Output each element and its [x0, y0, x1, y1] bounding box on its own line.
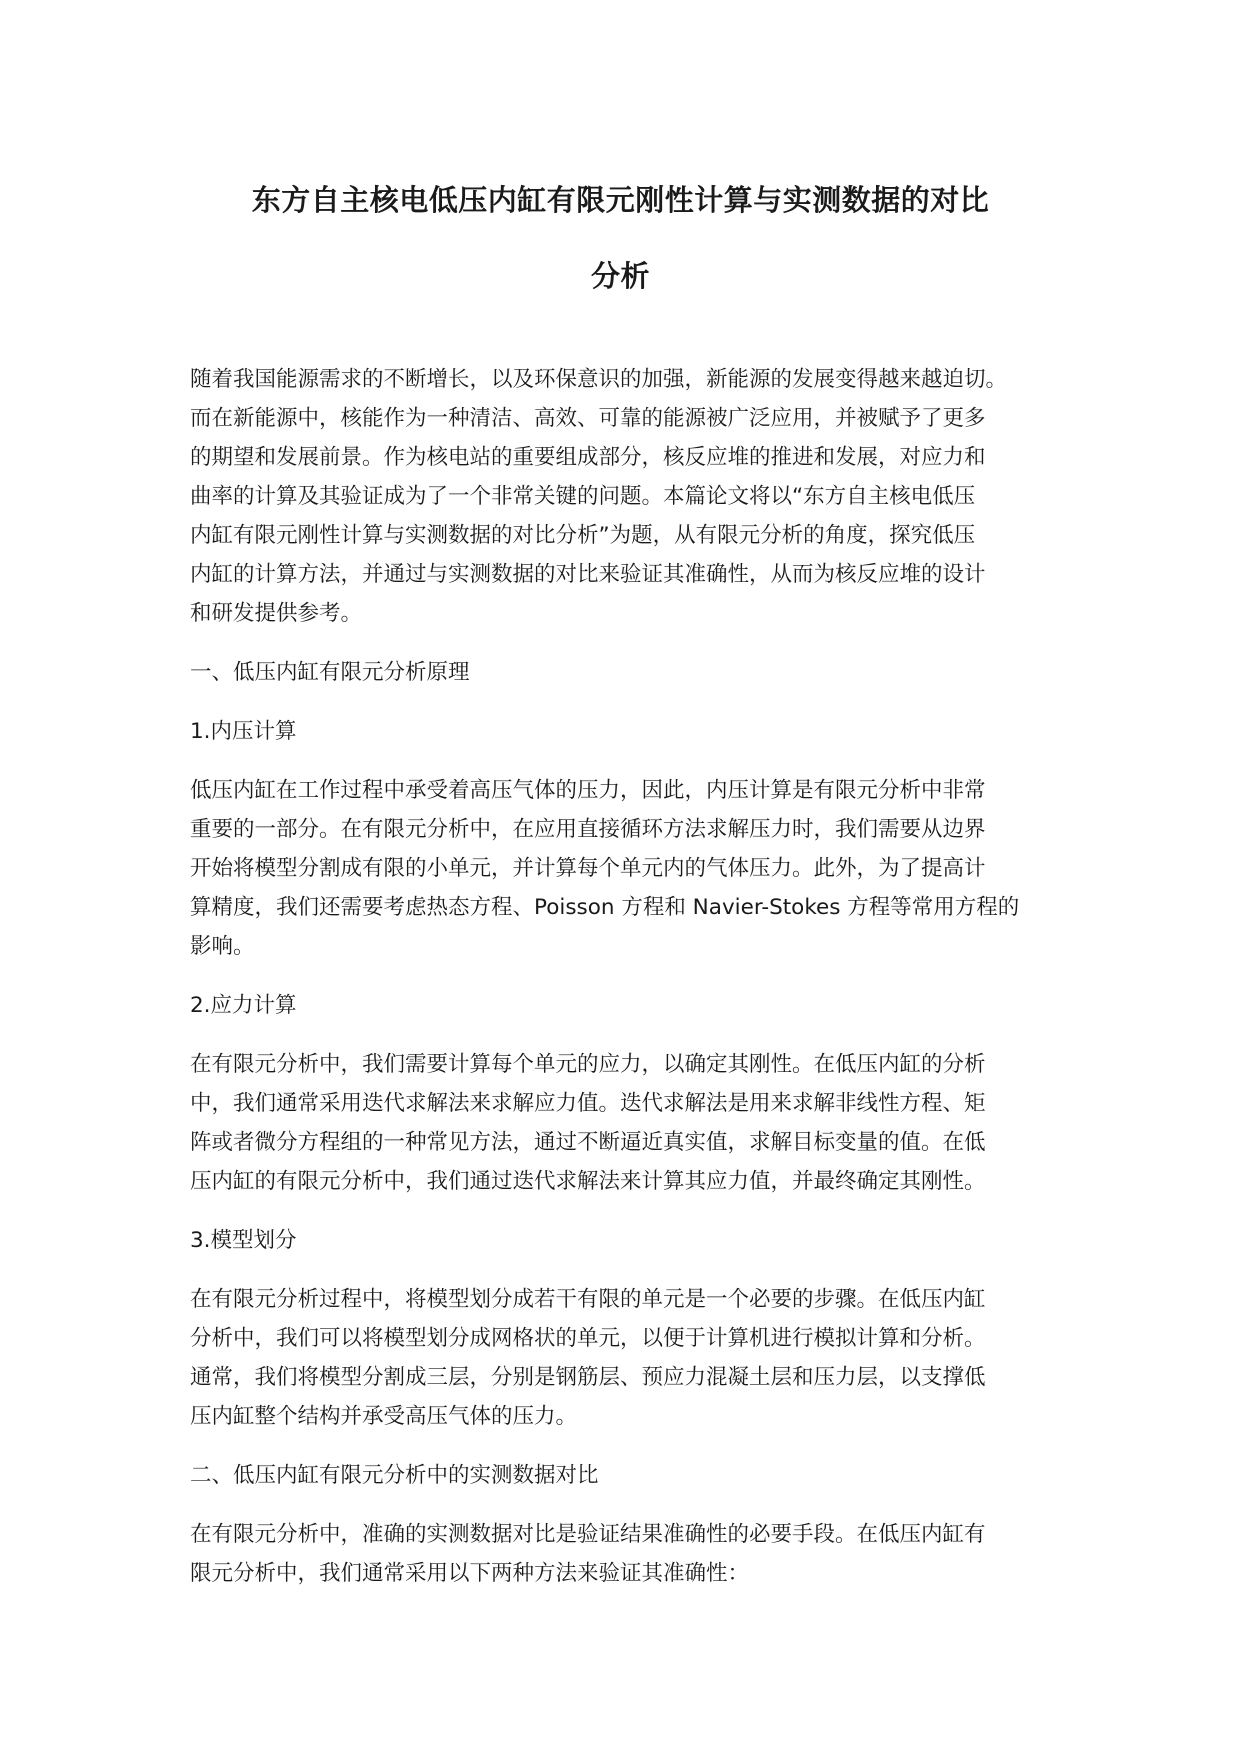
text-line: 的期望和发展前景。作为核电站的重要组成部分，核反应堆的推进和发展，对应力和	[190, 445, 986, 470]
paragraph	[190, 1515, 1070, 1593]
text-line: 和研发提供参考。	[190, 601, 363, 626]
text-line: 开始将模型分割成有限的小单元，并计算每个单元内的气体压力。此外，为了提高计	[190, 856, 986, 881]
text-line: 2.应力计算	[190, 993, 297, 1018]
text-line: 中，我们通常采用迭代求解法来求解应力值。迭代求解法是用来求解非线性方程、矩	[190, 1091, 986, 1116]
text-line: 阵或者微分方程组的一种常见方法，通过不断逼近真实值，求解目标变量的值。在低	[190, 1130, 986, 1155]
paragraph	[190, 1280, 1070, 1436]
document-body	[190, 360, 1070, 1593]
paragraph-gap	[190, 1495, 1070, 1515]
text-line: 内缸的计算方法，并通过与实测数据的对比来验证其准确性，从而为核反应堆的设计	[190, 562, 986, 587]
section-heading	[190, 653, 1070, 692]
paragraph	[190, 360, 1070, 633]
text-line: 二、低压内缸有限元分析中的实测数据对比	[190, 1463, 599, 1488]
text-line: 通常，我们将模型分割成三层，分别是钢筋层、预应力混凝土层和压力层，以支撑低	[190, 1365, 986, 1390]
paragraph-gap	[190, 751, 1070, 771]
paragraph	[190, 1045, 1070, 1201]
text-line: 在有限元分析过程中，将模型划分成若干有限的单元是一个必要的步骤。在低压内缸	[190, 1287, 986, 1312]
text-line: 限元分析中，我们通常采用以下两种方法来验证其准确性：	[190, 1561, 750, 1586]
text-line: 影响。	[190, 934, 255, 959]
section-heading	[190, 1221, 1070, 1260]
text-line: 在有限元分析中，我们需要计算每个单元的应力，以确定其刚性。在低压内缸的分析	[190, 1052, 986, 1077]
paragraph-gap	[190, 1436, 1070, 1456]
section-heading	[190, 1456, 1070, 1495]
text-line: 一、低压内缸有限元分析原理	[190, 660, 470, 685]
text-line: 算精度，我们还需要考虑热态方程、Poisson 方程和 Navier-Stokes 方程等常用方程的	[190, 895, 1020, 920]
text-line: 低压内缸在工作过程中承受着高压气体的压力，因此，内压计算是有限元分析中非常	[190, 778, 986, 803]
text-line: 压内缸的有限元分析中，我们通过迭代求解法来计算其应力值，并最终确定其刚性。	[190, 1169, 986, 1194]
paragraph-gap	[190, 633, 1070, 653]
text-line: 随着我国能源需求的不断增长，以及环保意识的加强，新能源的发展变得越来越迫切。	[190, 367, 1008, 392]
section-heading	[190, 986, 1070, 1025]
text-line: 内缸有限元刚性计算与实测数据的对比分析”为题，从有限元分析的角度，探究低压	[190, 523, 976, 548]
text-line: 分析中，我们可以将模型划分成网格状的单元，以便于计算机进行模拟计算和分析。	[190, 1326, 986, 1351]
paragraph-gap	[190, 1201, 1070, 1221]
text-line: 1.内压计算	[190, 719, 297, 744]
text-line: 重要的一部分。在有限元分析中，在应用直接循环方法求解压力时，我们需要从边界	[190, 817, 986, 842]
paragraph-gap	[190, 1025, 1070, 1045]
text-line: 3.模型划分	[190, 1228, 297, 1253]
document-title-line-2: 分析	[590, 259, 650, 293]
text-line: 而在新能源中，核能作为一种清洁、高效、可靠的能源被广泛应用，并被赋予了更多	[190, 406, 986, 431]
paragraph	[190, 771, 1070, 966]
section-heading	[190, 712, 1070, 751]
text-line: 在有限元分析中，准确的实测数据对比是验证结果准确性的必要手段。在低压内缸有	[190, 1522, 986, 1547]
text-line: 曲率的计算及其验证成为了一个非常关键的问题。本篇论文将以“东方自主核电低压	[190, 484, 976, 509]
paragraph-gap	[190, 966, 1070, 986]
paragraph-gap	[190, 692, 1070, 712]
document-title-line-1: 东方自主核电低压内缸有限元刚性计算与实测数据的对比	[251, 183, 990, 217]
text-line: 压内缸整个结构并承受高压气体的压力。	[190, 1404, 578, 1429]
paragraph-gap	[190, 1260, 1070, 1280]
